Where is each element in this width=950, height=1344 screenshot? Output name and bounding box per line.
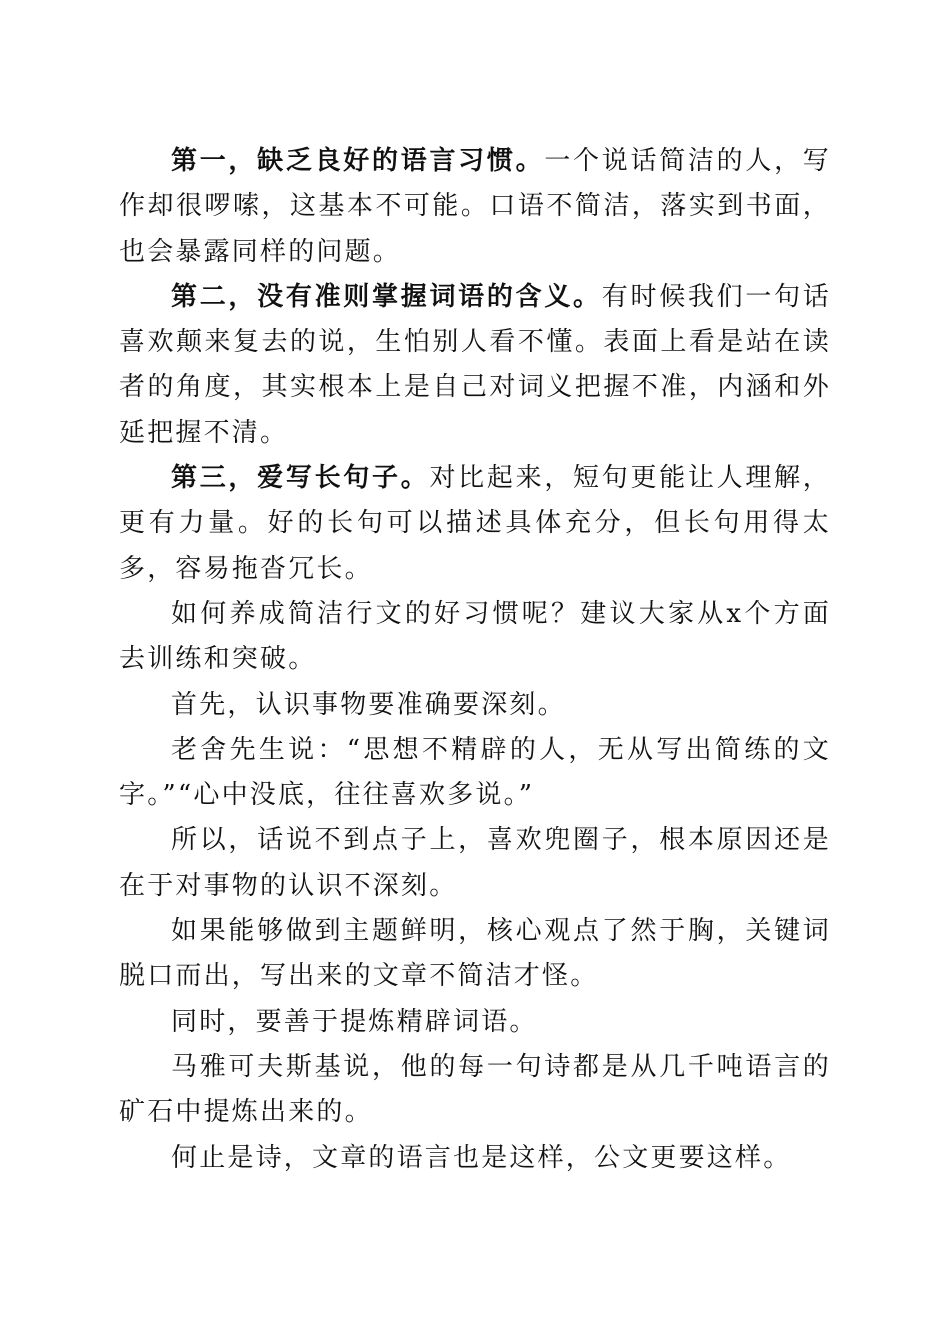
paragraph-4 [119, 592, 831, 683]
paragraph-text: 老舍先生说：“思想不精辟的人，无从写出简练的文字。”“心中没底，往往喜欢多说。” [119, 734, 831, 811]
paragraph-text: 同时，要善于提炼精辟词语。 [171, 1006, 538, 1037]
paragraph-1 [119, 139, 831, 275]
paragraph-heading: 第一，缺乏良好的语言习惯。 [171, 146, 545, 176]
paragraph-2 [119, 275, 831, 456]
paragraph-10 [119, 1045, 831, 1136]
paragraph-heading: 第三，爱写长句子。 [171, 463, 430, 494]
paragraph-text: 对比起来，短句更能让人理解，更有力量。好的长句可以描述具体充分，但长句用得太多，容易拖沓冗长。 [119, 463, 831, 584]
paragraph-text: 有时候我们一句话喜欢颠来复去的说，生怕别人看不懂。表面上看是站在读者的角度，其实根本上是自己对词义把握不准，内涵和外延把握不清。 [119, 281, 831, 448]
paragraph-text: 如果能够做到主题鲜明，核心观点了然于胸，关键词脱口而出，写出来的文章不简洁才怪。 [119, 916, 831, 992]
paragraph-text: 马雅可夫斯基说，他的每一句诗都是从几千吨语言的矿石中提炼出来的。 [119, 1051, 831, 1128]
paragraph-text: 何止是诗，文章的语言也是这样，公文更要这样。 [171, 1142, 792, 1173]
document-page [119, 139, 831, 1181]
paragraph-6 [119, 728, 831, 819]
paragraph-3 [119, 456, 831, 592]
paragraph-5 [119, 683, 831, 728]
paragraph-text: 一个说话简洁的人，写作却很啰嗦，这基本不可能。口语不简洁，落实到书面，也会暴露同样的问题。 [119, 146, 831, 267]
paragraph-11 [119, 1136, 831, 1181]
paragraph-7 [119, 818, 831, 909]
paragraph-8 [119, 909, 831, 1000]
paragraph-text: 如何养成简洁行文的好习惯呢？建议大家从x个方面去训练和突破。 [119, 598, 831, 675]
paragraph-text: 所以，话说不到点子上，喜欢兜圈子，根本原因还是在于对事物的认识不深刻。 [119, 825, 831, 901]
paragraph-9 [119, 1000, 831, 1045]
paragraph-heading: 第二，没有准则掌握词语的含义。 [171, 281, 602, 312]
paragraph-text: 首先，认识事物要准确要深刻。 [171, 689, 566, 720]
